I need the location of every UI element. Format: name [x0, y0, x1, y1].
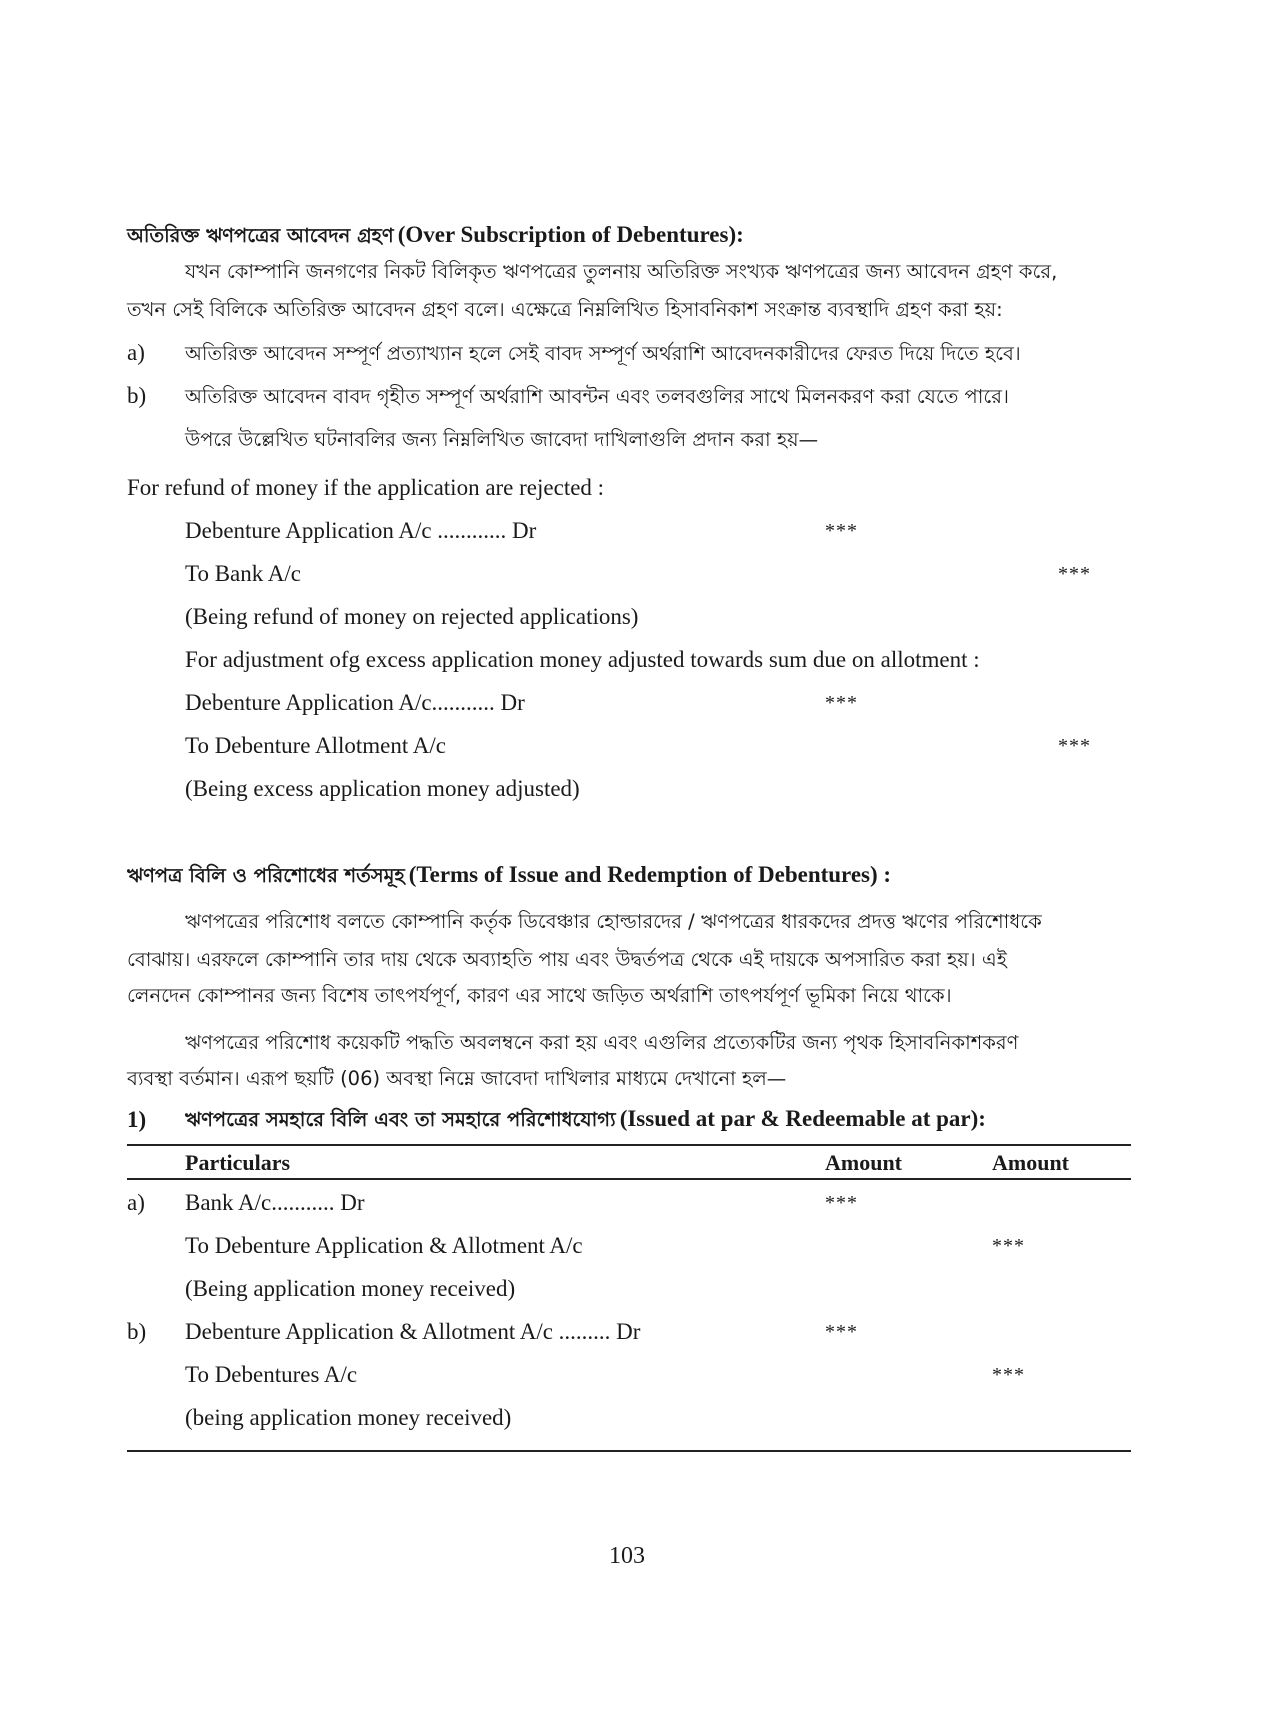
table-row-text: (being application money received)	[185, 1405, 512, 1430]
table-row-amount-cr: ***	[992, 1364, 1025, 1386]
adjust-cr-amount: ***	[1058, 735, 1091, 757]
adjust-narration: (Being excess application money adjusted)	[185, 776, 580, 801]
table-bottom-rule	[127, 1450, 1131, 1452]
item-b-label: b)	[127, 383, 147, 408]
case1-heading-bn: ঋণপত্রের সমহারে বিলি এবং তা সমহারে পরিশোধযোগ্য	[185, 1108, 616, 1131]
table-header-amount-dr: Amount	[825, 1150, 903, 1175]
case1-heading-en: (Issued at par & Redeemable at par):	[619, 1106, 986, 1131]
adjust-cr-entry: To Debenture Allotment A/c	[185, 733, 446, 758]
table-row-text: To Debenture Application & Allotment A/c	[185, 1233, 583, 1258]
refund-cr-entry: To Bank A/c	[185, 561, 301, 586]
section1-heading-bn: অতিরিক্ত ঋণপত্রের আবেদন গ্রহণ	[127, 224, 394, 247]
page-number: 103	[609, 1543, 645, 1569]
refund-dr-entry: Debenture Application A/c ............ Dr	[185, 518, 537, 543]
table-row-text: (Being application money received)	[185, 1276, 516, 1301]
table-row-label: a)	[127, 1190, 145, 1215]
table-row-amount-dr: ***	[825, 1321, 858, 1343]
table-header-rule	[127, 1178, 1131, 1180]
item-b-text: অতিরিক্ত আবেদন বাবদ গৃহীত সম্পূর্ণ অর্থরাশি আবন্টন এবং তলবগুলির সাথে মিলনকরণ করা যেতে পারে।	[185, 385, 1009, 408]
case1-heading	[185, 1106, 986, 1138]
adjust-dr-amount: ***	[825, 692, 858, 714]
table-top-rule	[127, 1144, 1131, 1146]
section1-para-line1: যখন কোম্পানি জনগণের নিকট বিলিকৃত ঋণপত্রের তুলনায় অতিরিক্ত সংখ্যক ঋণপত্রের জন্য আবেদন গ্রহণ করে,	[185, 260, 1058, 283]
section2-para1-line3: লেনদেন কোম্পানর জন্য বিশেষ তাৎপর্যপূর্ণ, কারণ এর সাথে জড়িত অর্থরাশি তাৎপর্যপূর্ণ ভূমিকা নিয়ে থাকে।	[127, 984, 952, 1007]
section2-heading-bn: ঋণপত্র বিলি ও পরিশোধের শর্তসমূহ	[127, 864, 405, 887]
case1-number: 1)	[127, 1107, 147, 1132]
table-header-amount-cr: Amount	[992, 1150, 1070, 1175]
table-row-text: Bank A/c........... Dr	[185, 1190, 365, 1215]
table-header-particulars: Particulars	[185, 1150, 291, 1175]
section2-heading-en: (Terms of Issue and Redemption of Debentures) :	[408, 862, 892, 887]
table-row-label: b)	[127, 1319, 147, 1344]
section2-para2-line2: ব্যবস্থা বর্তমান। এরূপ ছয়টি (06) অবস্থা নিম্নে জাবেদা দাখিলার মাধ্যমে দেখানো হল—	[127, 1067, 787, 1090]
section1-heading	[127, 222, 744, 254]
adjust-dr-entry: Debenture Application A/c........... Dr	[185, 690, 525, 715]
section2-para1-line2: বোঝায়। এরফলে কোম্পানি তার দায় থেকে অব্যাহতি পায় এবং উদ্বর্তপত্র থেকে এই দায়কে অপসারিত করা হয়। এই	[127, 948, 1007, 971]
section2-para2-line1: ঋণপত্রের পরিশোধ কয়েকটি পদ্ধতি অবলম্বনে করা হয় এবং এগুলির প্রত্যেকটির জন্য পৃথক হিসাবনিকাশকরণ	[185, 1031, 1019, 1054]
refund-narration: (Being refund of money on rejected applications)	[185, 604, 639, 629]
table-row-text: To Debentures A/c	[185, 1362, 358, 1387]
section1-heading-en: (Over Subscription of Debentures):	[397, 222, 744, 247]
adjust-heading: For adjustment ofg excess application money adjusted towards sum due on allotment :	[185, 647, 980, 672]
table-row-amount-dr: ***	[825, 1192, 858, 1214]
refund-cr-amount: ***	[1058, 563, 1091, 585]
item-a-text: অতিরিক্ত আবেদন সম্পূর্ণ প্রত্যাখ্যান হলে সেই বাবদ সম্পূর্ণ অর্থরাশি আবেদনকারীদের ফেরত দিয়ে দিতে হবে।	[185, 342, 1021, 365]
table-row-text: Debenture Application & Allotment A/c ......... Dr	[185, 1319, 641, 1344]
section2-heading	[127, 862, 891, 894]
section2-para1-line1: ঋণপত্রের পরিশোধ বলতে কোম্পানি কর্তৃক ডিবেঞ্চার হোল্ডারদের / ঋণপত্রের ধারকদের প্রদত্ত ঋণের পরিশোধকে	[185, 910, 1042, 933]
table-row-amount-cr: ***	[992, 1235, 1025, 1257]
section1-para-line2: তখন সেই বিলিকে অতিরিক্ত আবেদন গ্রহণ বলে। এক্ষেত্রে নিম্নলিখিত হিসাবনিকাশ সংক্রান্ত ব্যবস্থাদি গ্রহণ করা হয়:	[127, 298, 1003, 321]
entries-intro: উপরে উল্লেখিত ঘটনাবলির জন্য নিম্নলিখিত জাবেদা দাখিলাগুলি প্রদান করা হয়—	[185, 428, 819, 451]
refund-heading: For refund of money if the application are rejected :	[127, 475, 605, 500]
refund-dr-amount: ***	[825, 520, 858, 542]
item-a-label: a)	[127, 340, 145, 365]
